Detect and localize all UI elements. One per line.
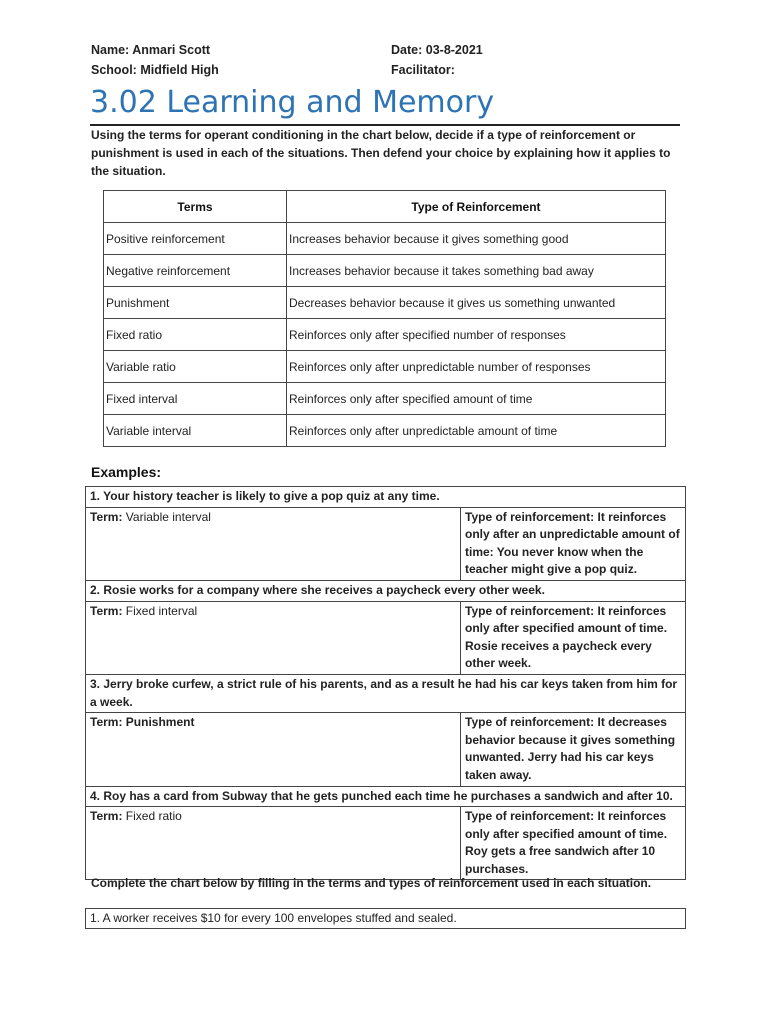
page-title: 3.02 Learning and Memory [90,84,680,126]
example-term-cell [86,807,461,880]
example-term: Fixed interval [125,603,198,618]
example-term: Fixed ratio [125,809,182,824]
example-question-row [86,786,686,807]
school-line [91,63,219,77]
term-cell: Variable ratio [104,351,287,383]
date-value: 03-8-2021 [425,43,483,57]
type-label: Type of reinforcement: [465,603,595,618]
example-term-cell [86,601,461,674]
term-cell: Positive reinforcement [104,223,287,255]
complete-instruction: Complete the chart below by filling in the terms and types of reinforcement used in each situation. [91,876,652,890]
term-cell: Negative reinforcement [104,255,287,287]
example-answer-row [86,713,686,786]
table-row [104,383,666,415]
date-label: Date: [391,43,423,57]
example-term: Punishment [125,715,195,730]
example-question: 2. Rosie works for a company where she receives a paycheck every other week. [86,580,686,601]
example-answer-row [86,807,686,880]
intro-text: Using the terms for operant conditioning in the chart below, decide if a type of reinforcement or punishment is used in each of the situations. Then defend your choice by explaining how it applies to the situation. [91,128,671,178]
table-row [104,351,666,383]
school-label: School: [91,63,137,77]
example-question-row [86,580,686,601]
task-question: 1. A worker receives $10 for every 100 envelopes stuffed and sealed. [86,909,686,929]
facilitator-line [391,63,455,77]
type-label: Type of reinforcement: [465,809,595,824]
example-type-cell [461,807,686,880]
term-label: Term: [90,809,123,824]
terms-header: Terms [104,191,287,223]
name-label: Name: [91,43,130,57]
terms-table [103,190,666,447]
date-line [391,43,483,57]
name-line [91,43,210,57]
example-term: Variable interval [125,509,211,524]
example-type: It reinforces only after specified amount of time. Roy gets a free sandwich after 10 purchases. [465,809,668,876]
task-row [86,909,686,929]
definition-cell: Reinforces only after unpredictable number of responses [287,351,666,383]
definition-cell: Decreases behavior because it gives us something unwanted [287,287,666,319]
table-row [104,287,666,319]
example-type-cell [461,713,686,786]
table-row [104,415,666,447]
example-term-cell [86,507,461,580]
example-term-cell [86,713,461,786]
term-label: Term: [90,603,123,618]
example-question: 4. Roy has a card from Subway that he gets punched each time he purchases a sandwich and after 10. [86,786,686,807]
example-type: It reinforces only after an unpredictable amount of time: You never know when the teacher might give a pop quiz. [465,509,680,577]
definition-cell: Increases behavior because it takes something bad away [287,255,666,287]
definition-cell: Increases behavior because it gives something good [287,223,666,255]
definition-cell: Reinforces only after specified number of responses [287,319,666,351]
term-cell: Fixed interval [104,383,287,415]
example-type-cell [461,507,686,580]
definition-cell: Reinforces only after unpredictable amount of time [287,415,666,447]
example-type: It decreases behavior because it gives something unwanted. Jerry had his car keys taken away. [465,715,676,782]
example-answer-row [86,507,686,580]
table-row [104,319,666,351]
example-question: 3. Jerry broke curfew, a strict rule of his parents, and as a result he had his car keys taken from him for a week. [86,674,686,712]
terms-header-row [104,191,666,223]
example-question: 1. Your history teacher is likely to give a pop quiz at any time. [86,487,686,508]
examples-heading: Examples: [91,464,162,480]
type-header: Type of Reinforcement [287,191,666,223]
example-answer-row [86,601,686,674]
term-cell: Fixed ratio [104,319,287,351]
example-question-row [86,674,686,712]
term-cell: Variable interval [104,415,287,447]
school-value: Midfield High [140,63,219,77]
example-type: It reinforces only after specified amount of time. Rosie receives a paycheck every other week. [465,603,668,671]
table-row [104,223,666,255]
facilitator-label: Facilitator: [391,63,455,77]
name-value: Anmari Scott [132,43,211,57]
type-label: Type of reinforcement: [465,509,595,524]
task-table [85,908,686,929]
term-label: Term: [90,509,123,524]
definition-cell: Reinforces only after specified amount of time [287,383,666,415]
term-cell: Punishment [104,287,287,319]
table-row [104,255,666,287]
example-question-row [86,487,686,508]
term-label: Term: [90,715,123,730]
example-type-cell [461,601,686,674]
examples-table [85,486,686,880]
type-label: Type of reinforcement: [465,715,595,730]
